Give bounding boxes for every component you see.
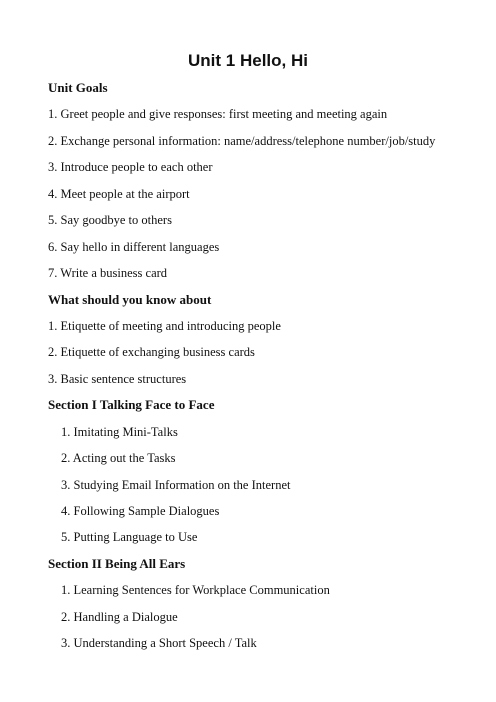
- subsection-item: 5. Putting Language to Use: [61, 530, 198, 545]
- list-item: 1. Etiquette of meeting and introducing people: [48, 318, 281, 333]
- document-title: Unit 1 Hello, Hi: [188, 51, 308, 70]
- content-lines: [48, 79, 488, 661]
- section-heading: Section I Talking Face to Face: [48, 397, 215, 413]
- section-heading: Unit Goals: [48, 80, 108, 95]
- list-item: 3. Introduce people to each other: [48, 160, 213, 175]
- section-heading: Section II Being All Ears: [48, 555, 186, 571]
- list-item: 2. Exchange personal information: name/address/telephone number/job/study: [48, 133, 436, 148]
- list-item: 3. Basic sentence structures: [48, 371, 187, 386]
- subsection-item: 3. Studying Email Information on the Internet: [61, 477, 291, 492]
- section-heading: What should you know about: [48, 291, 212, 307]
- list-item: 4. Meet people at the airport: [48, 186, 190, 201]
- subsection-item: 2. Handling a Dialogue: [61, 609, 178, 624]
- subsection-item: 1. Learning Sentences for Workplace Communication: [61, 583, 330, 598]
- subsection-item: 2. Acting out the Tasks: [61, 451, 176, 466]
- list-item: 6. Say hello in different languages: [48, 239, 220, 254]
- list-item: 1. Greet people and give responses: first meeting and meeting again: [48, 107, 388, 122]
- list-item: 5. Say goodbye to others: [48, 213, 172, 228]
- list-item: 7. Write a business card: [48, 266, 168, 281]
- subsection-item: 4. Following Sample Dialogues: [61, 504, 220, 518]
- list-item: 2. Etiquette of exchanging business cards: [48, 345, 255, 360]
- subsection-item: 3. Understanding a Short Speech / Talk: [61, 636, 257, 651]
- subsection-item: 1. Imitating Mini-Talks: [61, 424, 178, 439]
